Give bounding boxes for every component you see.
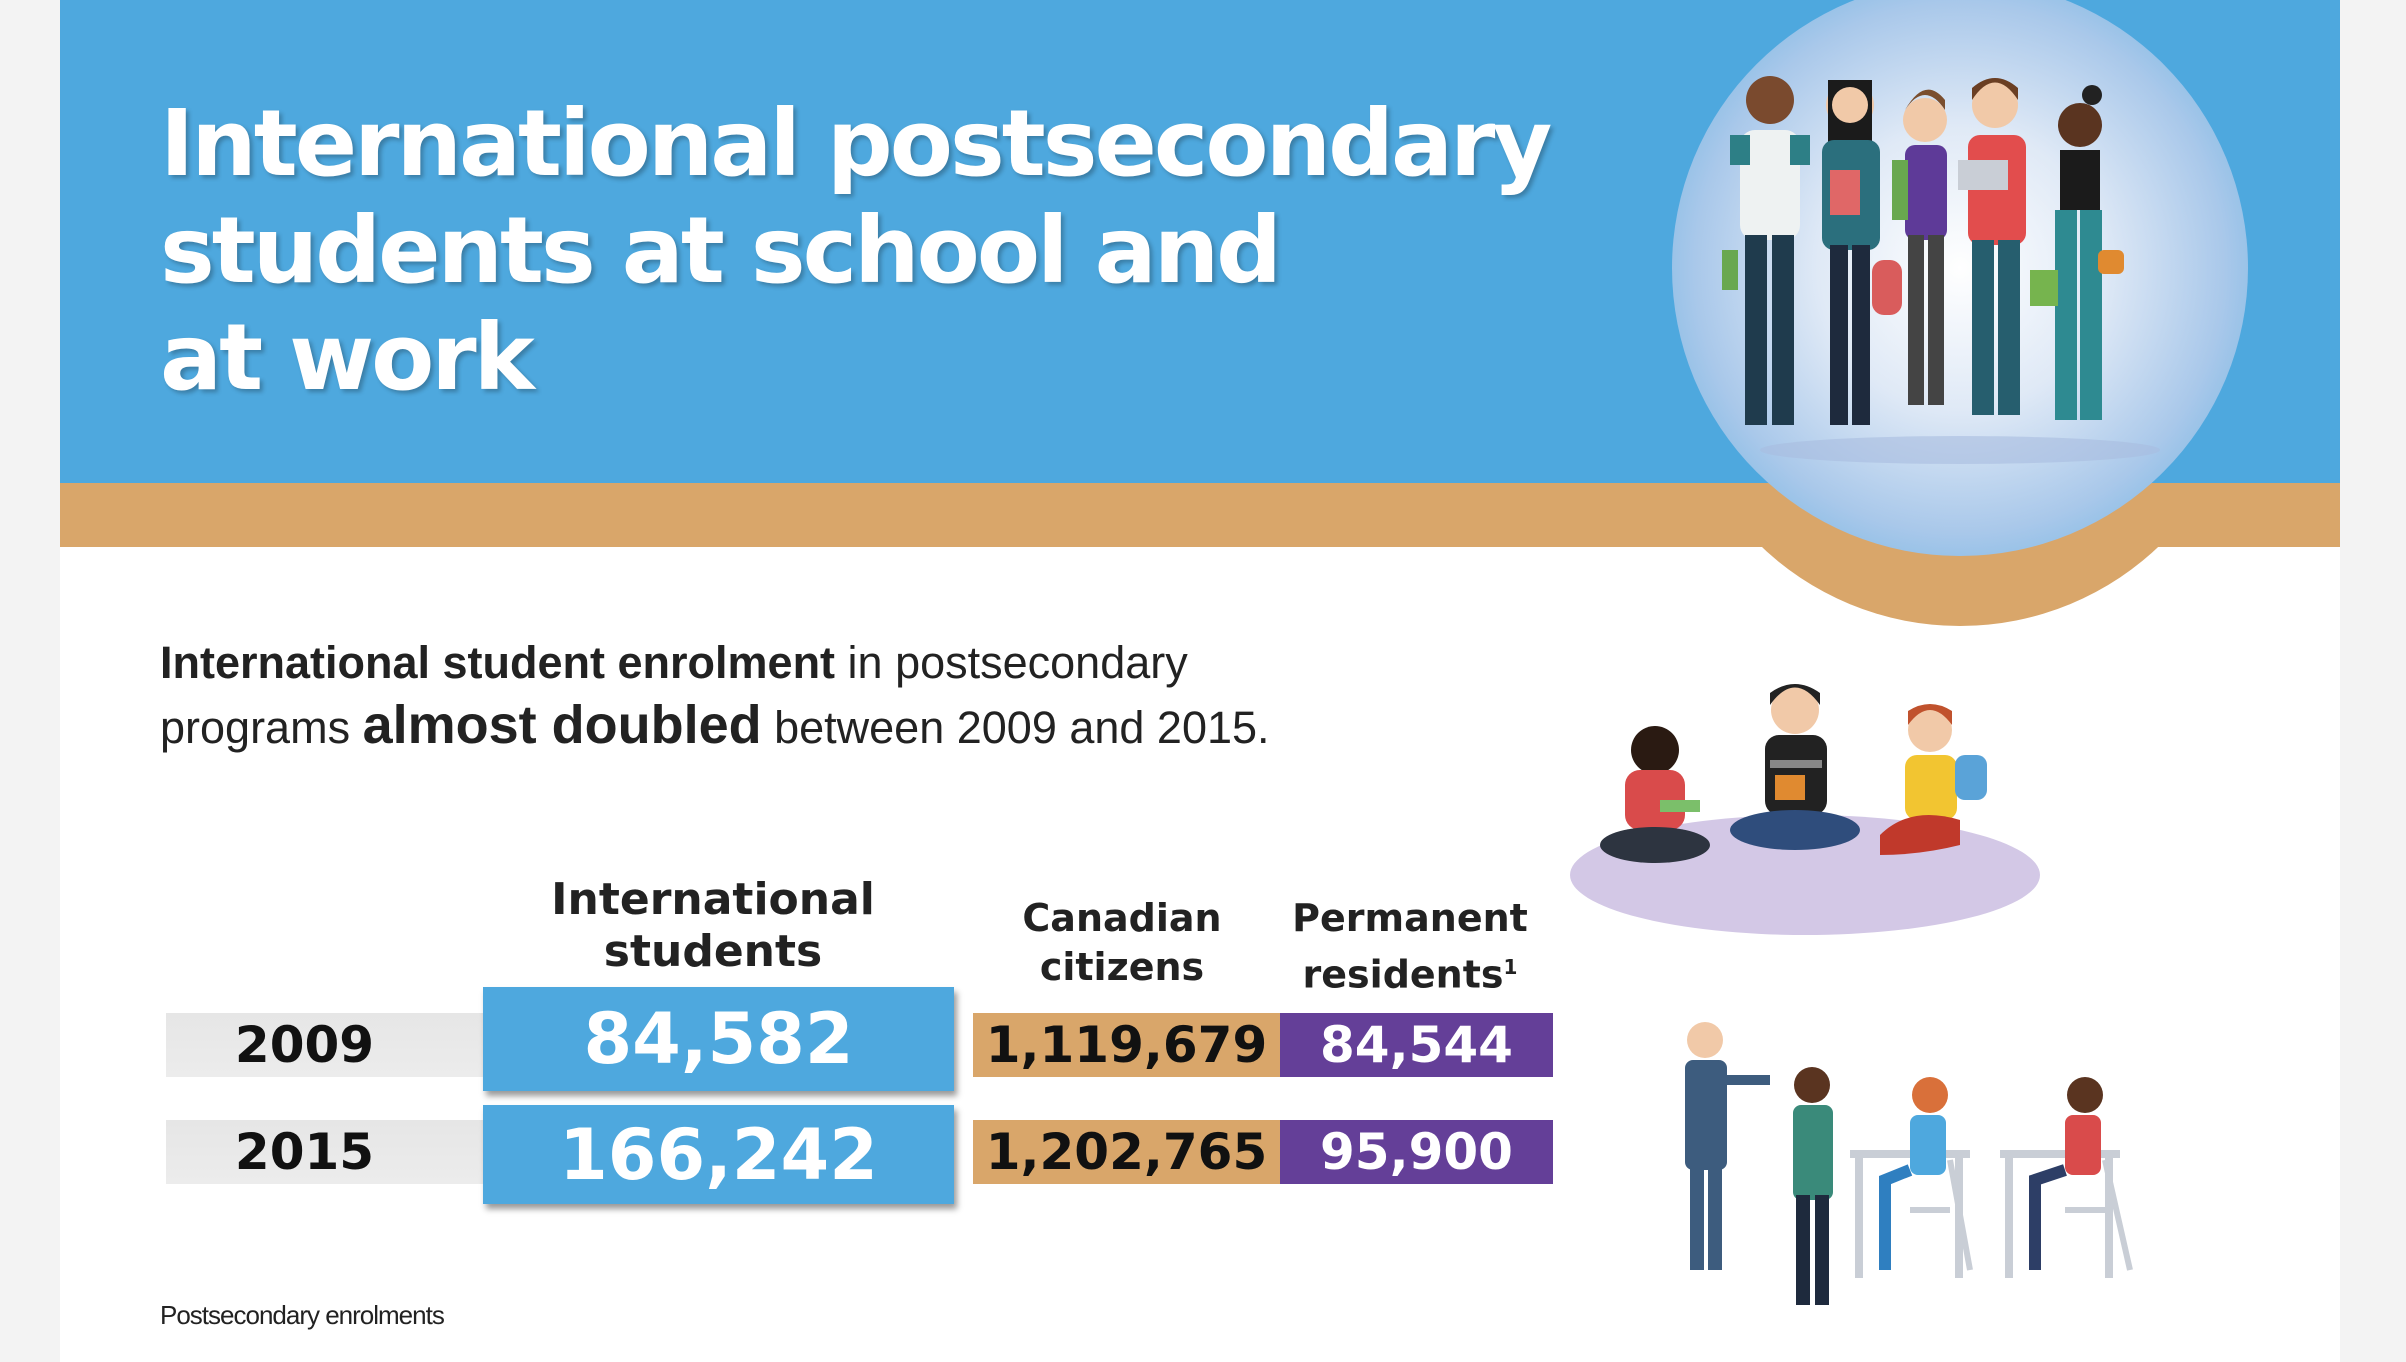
title-line: at work — [160, 304, 532, 411]
permanent-residents-cell: 84,544 — [1280, 1013, 1553, 1077]
title-line: International postsecondary — [160, 90, 1550, 197]
column-header-line: Canadian — [1022, 896, 1222, 940]
table-row — [166, 1113, 1553, 1196]
lead-statement — [160, 632, 1270, 759]
table-row — [166, 998, 1553, 1080]
column-header-permanent-residents — [1260, 894, 1560, 1000]
standing-students-illustration — [1700, 50, 2220, 470]
column-header-line: students — [603, 926, 823, 977]
year-label: 2015 — [234, 1123, 375, 1181]
lead-text: programs — [160, 702, 363, 753]
column-header-line: Permanent — [1292, 896, 1528, 940]
lead-text: between 2009 and 2015. — [761, 702, 1270, 753]
column-header-canadian-citizens — [972, 894, 1272, 992]
year-cell — [166, 1013, 483, 1077]
title-line: students at school and — [160, 197, 1280, 304]
canadian-citizens-cell: 1,119,679 — [973, 1013, 1280, 1077]
international-students-cell: 166,242 — [483, 1105, 954, 1204]
footnote-marker: 1 — [1503, 955, 1518, 979]
classroom-illustration — [1660, 1010, 2190, 1320]
sitting-students-illustration — [1560, 660, 2050, 940]
column-header-line: citizens — [1039, 945, 1205, 989]
column-header-line: International — [551, 874, 875, 925]
lead-bold: International student enrolment — [160, 637, 836, 688]
permanent-residents-cell: 95,900 — [1280, 1120, 1553, 1184]
footnote: Postsecondary enrolments — [160, 1300, 444, 1330]
lead-text: in postsecondary — [835, 637, 1188, 688]
canadian-citizens-cell: 1,202,765 — [973, 1120, 1280, 1184]
column-header-line: residents — [1302, 952, 1504, 997]
year-label: 2009 — [234, 1016, 375, 1074]
international-students-cell: 84,582 — [483, 987, 954, 1091]
column-header-international-students — [513, 874, 913, 978]
lead-bold: almost doubled — [362, 695, 762, 755]
page-title — [160, 90, 1549, 411]
year-cell — [166, 1120, 483, 1184]
